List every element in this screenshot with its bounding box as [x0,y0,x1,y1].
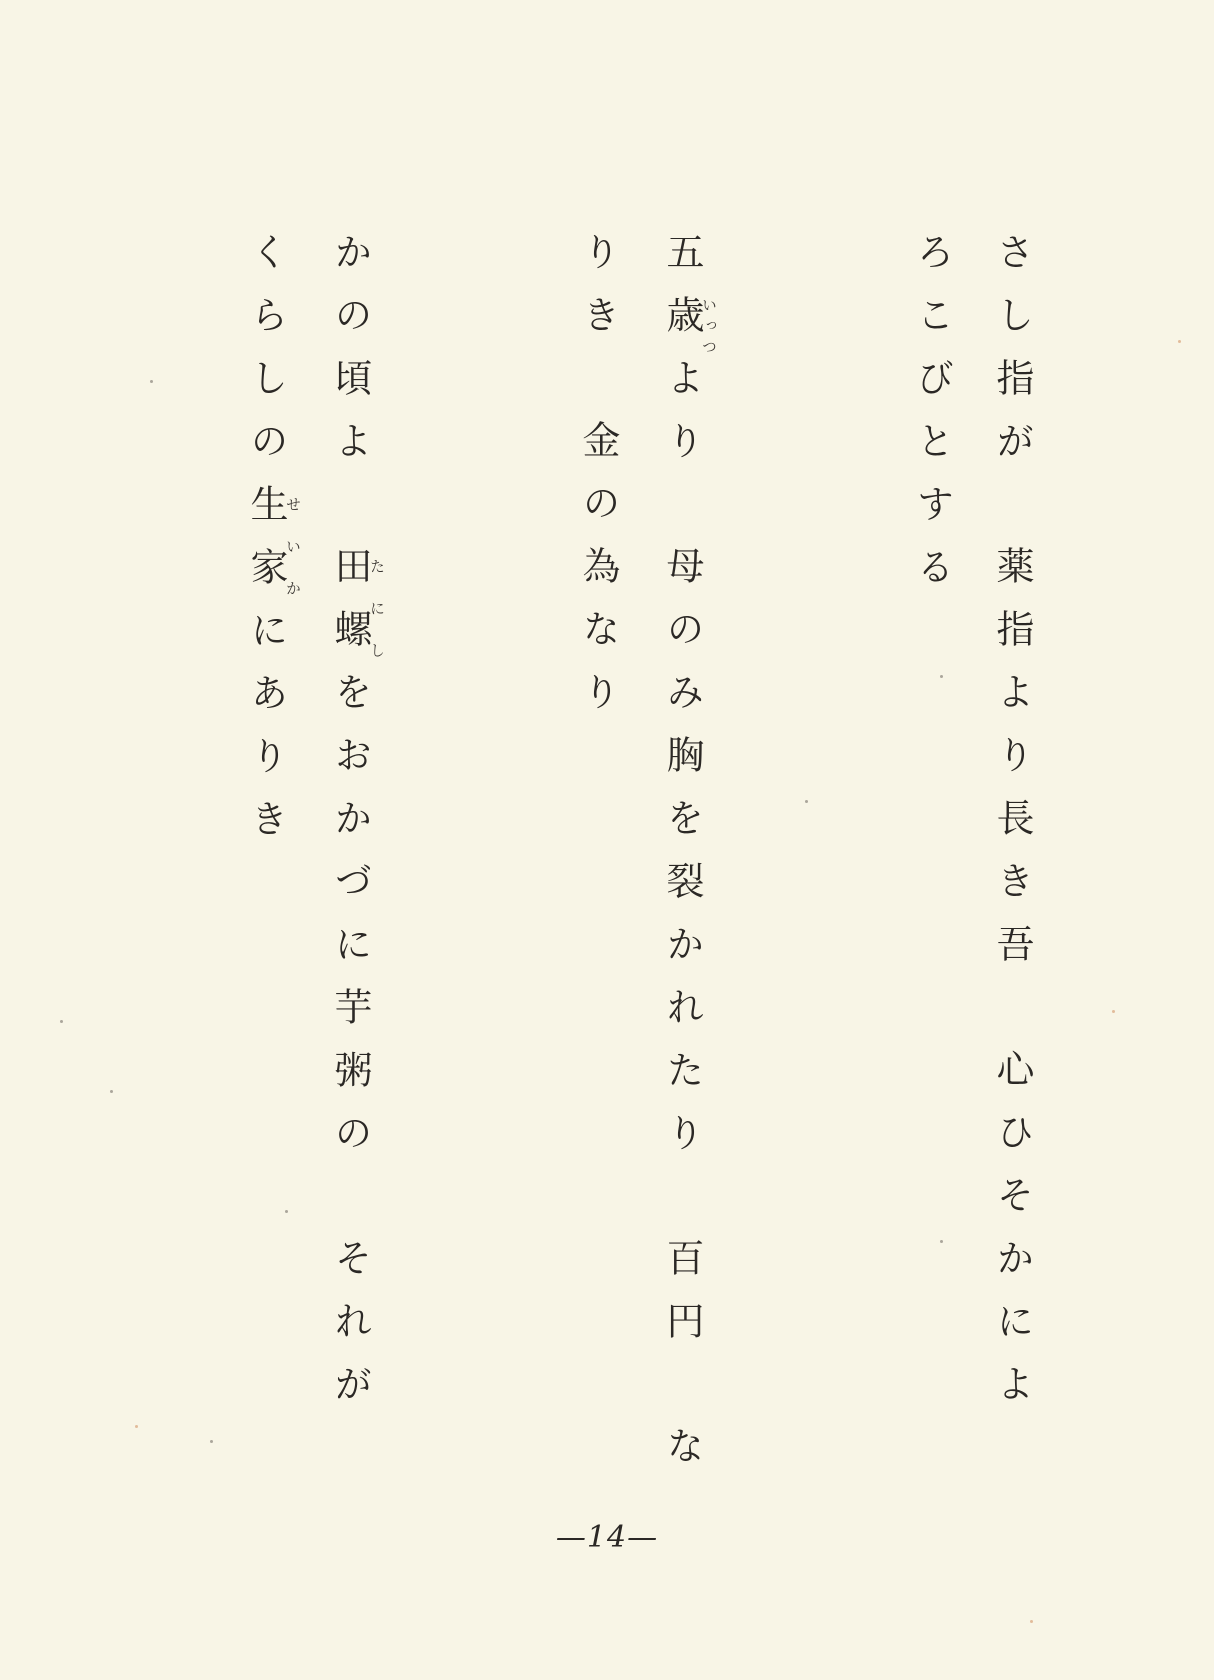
verse-text: ろこびとする [910,232,954,610]
paper-speck [1030,1620,1033,1623]
verse-text: それが [328,1238,372,1427]
paper-speck [135,1425,138,1428]
paper-speck [60,1020,63,1023]
paper-speck [940,675,943,678]
verse-text: より [660,358,704,484]
verse-text: をおかづに芋粥の [328,672,372,1176]
verse-text: な [660,1426,704,1489]
ruby-base: 田螺 [328,546,372,672]
verse-text: さし指が [990,232,1034,484]
paper-speck [285,1210,288,1213]
ruby-base: 生家 [244,484,288,610]
verse-text: かの頃よ [328,232,372,484]
poem-3-line-1 [328,232,385,1427]
verse-text: 金の為なり [576,420,620,735]
page-number: —14— [555,1520,659,1555]
paper-speck [110,1090,113,1093]
ruby-base: 歳 [660,295,704,358]
poem-3-line-2 [244,232,301,862]
ruby-reading: いっつ [700,295,718,358]
ruby-word [244,484,302,610]
ruby-reading: せいか [284,484,302,610]
ruby-word [660,295,718,358]
verse-text: りき [576,232,620,358]
paper-speck [210,1440,213,1443]
paper-speck [1178,340,1181,343]
verse-text: にありき [244,610,288,862]
verse-text: 百円 [660,1238,704,1364]
paper-speck [1112,1010,1115,1013]
poem-1-line-1 [990,232,1034,1427]
paper-speck [150,380,153,383]
verse-text: 五 [660,232,704,295]
poem-2-line-2 [576,232,620,735]
poem-2-line-1 [660,232,717,1489]
verse-text: 母のみ胸を裂かれたり [660,546,704,1176]
ruby-reading: たにし [368,546,386,672]
verse-text: 薬指より長き吾 [990,546,1034,987]
ruby-word [328,546,386,672]
paper-speck [805,800,808,803]
poem-1-line-2 [910,232,954,610]
verse-text: くらしの [244,232,288,484]
verse-text: 心ひそかによ [990,1049,1034,1427]
paper-speck [940,1240,943,1243]
